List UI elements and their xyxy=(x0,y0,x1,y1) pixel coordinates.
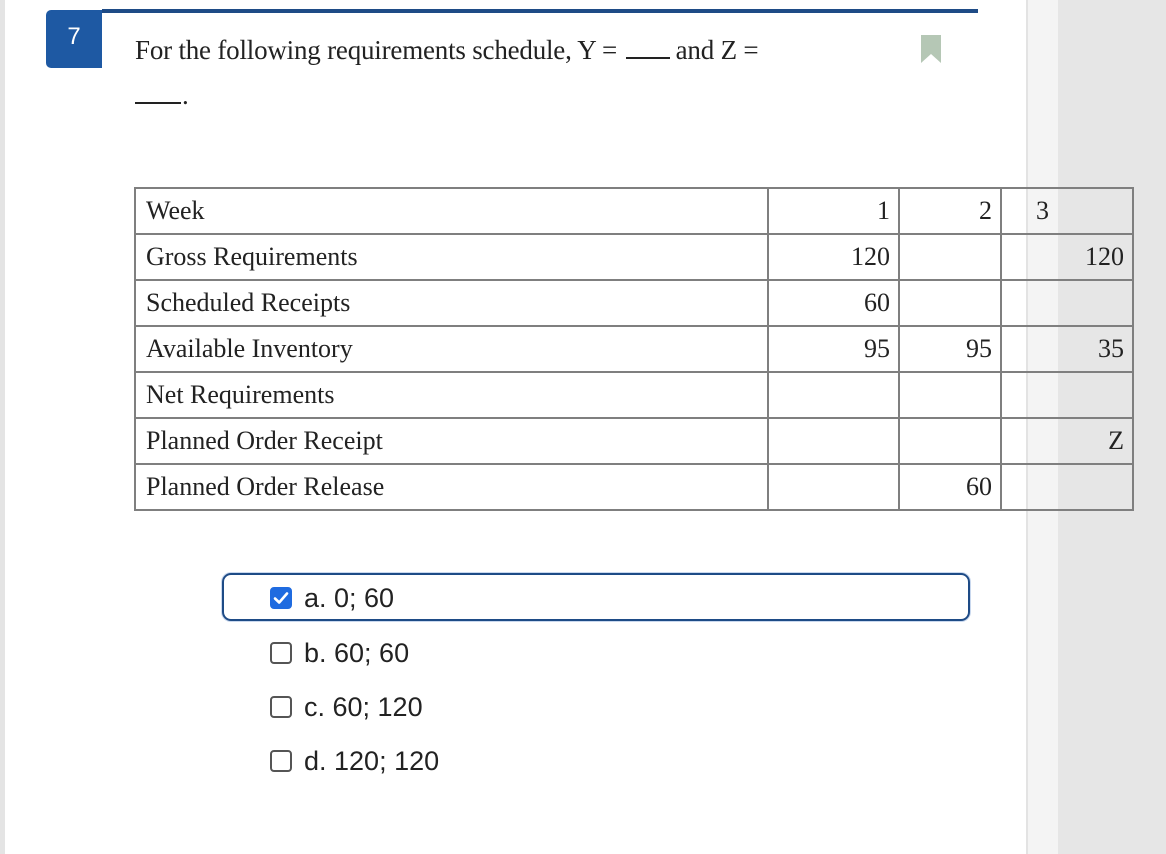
table-cell xyxy=(899,234,1001,280)
answer-blank-y xyxy=(626,35,670,59)
table-cell: Z xyxy=(1001,418,1133,464)
table-cell: 35 xyxy=(1001,326,1133,372)
table-cell xyxy=(1001,372,1133,418)
option-label: c. 60; 120 xyxy=(304,691,423,722)
table-cell xyxy=(899,280,1001,326)
table-cell xyxy=(899,418,1001,464)
requirements-schedule-table xyxy=(134,187,1134,511)
checkbox-a[interactable] xyxy=(270,587,292,609)
option-label: d. 120; 120 xyxy=(304,745,440,776)
table-row xyxy=(135,464,1133,510)
table-cell: 1 xyxy=(768,188,899,234)
row-label: Week xyxy=(135,188,768,234)
table-row xyxy=(135,326,1133,372)
check-icon xyxy=(273,590,289,606)
question-header-rule xyxy=(102,9,978,13)
prompt-text-start: For the following requirements schedule, Y = xyxy=(135,35,618,65)
table-row xyxy=(135,372,1133,418)
question-number-badge: 7 xyxy=(46,10,102,68)
table-row xyxy=(135,280,1133,326)
row-label: Available Inventory xyxy=(135,326,768,372)
answer-option-d[interactable] xyxy=(270,741,439,781)
table-row xyxy=(135,188,1133,234)
answer-option-c[interactable] xyxy=(270,687,423,727)
table-cell: 2 xyxy=(899,188,1001,234)
table-cell xyxy=(1001,280,1133,326)
table-cell: 3 xyxy=(1001,188,1133,234)
table-row xyxy=(135,418,1133,464)
table-cell: 120 xyxy=(768,234,899,280)
table-cell xyxy=(768,418,899,464)
row-label: Planned Order Receipt xyxy=(135,418,768,464)
answer-option-b[interactable] xyxy=(270,633,409,673)
answer-option-a[interactable] xyxy=(270,578,394,618)
question-prompt xyxy=(135,28,895,118)
table-cell xyxy=(768,464,899,510)
checkbox-d[interactable] xyxy=(270,750,292,772)
table-cell: 95 xyxy=(768,326,899,372)
bookmark-icon[interactable] xyxy=(920,34,942,64)
checkbox-b[interactable] xyxy=(270,642,292,664)
table-cell xyxy=(768,372,899,418)
table-cell: 95 xyxy=(899,326,1001,372)
answer-blank-z xyxy=(135,84,181,104)
table-row xyxy=(135,234,1133,280)
prompt-text-end: . xyxy=(182,80,189,110)
row-label: Planned Order Release xyxy=(135,464,768,510)
table-cell: 120 xyxy=(1001,234,1133,280)
option-label: b. 60; 60 xyxy=(304,637,410,668)
checkbox-c[interactable] xyxy=(270,696,292,718)
row-label: Scheduled Receipts xyxy=(135,280,768,326)
table-cell: 60 xyxy=(899,464,1001,510)
row-label: Gross Requirements xyxy=(135,234,768,280)
table-cell xyxy=(899,372,1001,418)
prompt-text-middle: and Z = xyxy=(675,35,759,65)
row-label: Net Requirements xyxy=(135,372,768,418)
table-cell xyxy=(1001,464,1133,510)
table-cell: 60 xyxy=(768,280,899,326)
option-label: a. 0; 60 xyxy=(304,582,395,613)
